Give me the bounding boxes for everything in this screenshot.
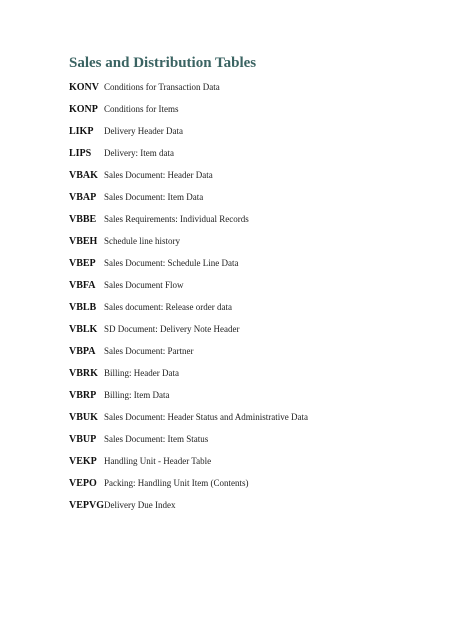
- table-code: VBFA: [69, 280, 96, 291]
- table-code: VBRK: [69, 368, 98, 379]
- table-code: VBEH: [69, 236, 98, 247]
- table-code: VEPO: [69, 478, 97, 489]
- table-description: Sales Requirements: Individual Records: [104, 214, 249, 224]
- table-code: VEPVG: [69, 500, 104, 511]
- list-item: [69, 104, 308, 126]
- table-code: VBUK: [69, 412, 98, 423]
- table-description: Sales Document: Partner: [104, 346, 194, 356]
- table-code: VEKP: [69, 456, 97, 467]
- table-description: Billing: Item Data: [104, 390, 170, 400]
- table-description: Sales Document: Header Status and Administrative Data: [104, 412, 308, 422]
- list-item: [69, 236, 308, 258]
- table-description: Sales Document: Schedule Line Data: [104, 258, 239, 268]
- table-description: Sales Document Flow: [104, 280, 184, 290]
- list-item: [69, 280, 308, 302]
- table-code: VBAP: [69, 192, 97, 203]
- list-item: [69, 368, 308, 390]
- table-code: KONP: [69, 104, 98, 115]
- table-code: KONV: [69, 82, 99, 93]
- table-description: Handling Unit - Header Table: [104, 456, 212, 466]
- list-item: [69, 500, 308, 522]
- list-item: [69, 214, 308, 236]
- table-list: [69, 82, 308, 522]
- list-item: [69, 456, 308, 478]
- page-title: Sales and Distribution Tables: [69, 55, 257, 71]
- list-item: [69, 302, 308, 324]
- table-description: Sales Document: Item Data: [104, 192, 204, 202]
- list-item: [69, 412, 308, 434]
- list-item: [69, 82, 308, 104]
- list-item: [69, 434, 308, 456]
- table-code: LIKP: [69, 126, 94, 137]
- table-code: LIPS: [69, 148, 92, 159]
- table-code: VBPA: [69, 346, 96, 357]
- table-description: Delivery Due Index: [104, 500, 176, 510]
- table-code: VBAK: [69, 170, 98, 181]
- table-description: Schedule line history: [104, 236, 180, 246]
- list-item: [69, 258, 308, 280]
- table-code: VBEP: [69, 258, 96, 269]
- table-code: VBLK: [69, 324, 98, 335]
- table-description: Delivery Header Data: [104, 126, 183, 136]
- list-item: [69, 390, 308, 412]
- list-item: [69, 148, 308, 170]
- table-description: SD Document: Delivery Note Header: [104, 324, 240, 334]
- table-description: Packing: Handling Unit Item (Contents): [104, 478, 249, 488]
- table-code: VBLB: [69, 302, 97, 313]
- list-item: [69, 346, 308, 368]
- table-description: Conditions for Transaction Data: [104, 82, 220, 92]
- table-code: VBUP: [69, 434, 97, 445]
- table-description: Billing: Header Data: [104, 368, 179, 378]
- list-item: [69, 126, 308, 148]
- list-item: [69, 170, 308, 192]
- table-description: Delivery: Item data: [104, 148, 174, 158]
- list-item: [69, 192, 308, 214]
- table-description: Sales Document: Header Data: [104, 170, 213, 180]
- table-code: VBRP: [69, 390, 97, 401]
- list-item: [69, 478, 308, 500]
- table-code: VBBE: [69, 214, 97, 225]
- list-item: [69, 324, 308, 346]
- table-description: Sales document: Release order data: [104, 302, 232, 312]
- table-description: Sales Document: Item Status: [104, 434, 209, 444]
- table-description: Conditions for Items: [104, 104, 179, 114]
